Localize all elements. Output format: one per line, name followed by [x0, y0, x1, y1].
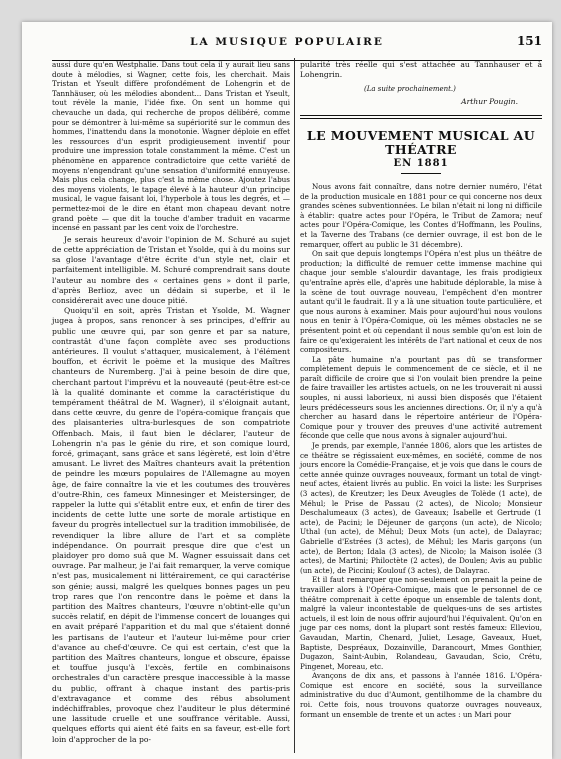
- paragraph: aussi dure qu'en Westphalie. Dans tout cela il y aurait lieu sans doute à mélodies, si Wagner, cette fois, les cherchait. Mais Tristan et Yseult diffère profondément de Lohengrin et de Tannhäuser, où les mélodies abondent... Dans Tristan et Yseult, tout révèle la manie, l'idée fixe. On sent un homme qui chevauche un dada, qui recherche de propos délibéré, comme pour se démontrer à lui-même sa supériorité sur le commun des hommes, l'inattendu dans la monotonie. Wagner déploie en effet les ressources d'un esprit prodigieusement inventif pour produire une impression totale constamment la même. C'est un phénomène en apparence contradictoire que cette variété de moyens n'engendrant qu'une sensation d'uniformité ennuyeuse. Mais plus cela change, plus c'est la même chose. Ajoutez l'abus des moyens violents, le tapage élevé à la hauteur d'un principe musical, le vague faisant loi, l'hyperbole à tous les degrés, et — permettez-moi de le dire en étant mon chapeau devant notre grand poète — que dit la touche d'amber traduit en vacarme incensé en passant par les cent voix de l'orchestre.: [52, 60, 290, 233]
- right-column: [300, 60, 542, 719]
- document-page: [22, 22, 552, 759]
- paragraph: Je serais heureux d'avoir l'opinion de M. Schuré au sujet de cette appréciation de Tristan et Ysolde, qui à du moins sur sa glose l'avantage d'être écrite d'un style net, clair et parfaitement intelligible. M. Schuré comprendrait sans doute l'auteur au nombre des « certaines gens » dont il parle, d'après Berlioz, avec un dédain si superbe, et il le considérerait avec une douce pitié.: [52, 234, 290, 305]
- paragraph: pularité très réelle qui s'est attachée au Tannhauser et à Lohengrin.: [300, 60, 542, 80]
- page-header: [22, 32, 552, 52]
- paragraph: La pâte humaine n'a pourtant pas dû se transformer complètement depuis le commencement de ce siècle, et il ne paraît difficile de croire que si l'on voulait bien prendre la peine de faire travailler les artistes actuels, on ne les trouverait ni aussi souples, ni aussi laborieux, ni aussi bien disposés que l'étaient leurs prédécesseurs sous les anciennes directions. Or, il n'y a qu'à chercher au hasard dans le répertoire antérieur de l'Opéra-Comique pour y trouver des preuves d'une activité autrement féconde que celle que nous avons à signaler aujourd'hui.: [300, 354, 542, 441]
- article-title: LE MOUVEMENT MUSICAL AU THÉATRE: [306, 127, 536, 157]
- section-rule: [300, 115, 542, 119]
- article-author: Arthur Pougin.: [461, 96, 518, 106]
- continuation-note: (La suite prochainement.): [364, 85, 456, 94]
- paragraph: Je prends, par exemple, l'année 1806, alors que les artistes de ce théâtre se régissaient eux-mêmes, en société, comme de nos jours encore la Comédie-Française, et je vois que dans le cours de cette année quinze ouvrages nouveaux, formant un total de vingt-neuf actes, étaient livrés au public. En voici la liste: les Surprises (3 actes), de Kreutzer; les Deux Aveugles de Tolède (1 acte), de Méhul; le Prise de Passau (2 actes), de Nicolo; Monsieur Deschalumeaux (3 actes), de Gaveaux; Isabelle et Gertrude (1 acte), de Pacini; le Déjeuner de garçons (un acte), de Nicolo; Uthal (un acte), de Méhul; Deux Mots (un acte), de Dalayrac; Gabrielle d'Estrées (3 actes), de Méhul; les Maris garçons (un acte), de Berton; Idala (3 actes), de Nicolo; la Maison isolée (3 actes), de Martini; Philoctète (2 actes), de Doulen; Avis au public (un acte), de Piccini; Koulouf (3 actes), de Dalayrac.: [300, 441, 542, 575]
- paragraph: Nous avons fait connaître, dans notre dernier numéro, l'état de la production musicale en 1881 pour ce qui concerne nos deux grandes scènes subventionnées. Le bilan n'était ni long ni difficile à établir: quatre actes pour l'Opéra, le Tribut de Zamora; neuf actes pour l'Opéra-Comique, les Contes d'Hoffmann, les Poulins, et la Taverne des Trabans (ce dernier ouvrage, il est bon de le remarquer, offert au public le 31 décembre).: [300, 182, 542, 249]
- paragraph: Avançons de dix ans, et passons à l'année 1816. L'Opéra-Comique est encore en société, sous la surveillance administrative du duc d'Aumont, gentilhomme de la chambre du roi. Cette fois, nous trouvons quatorze ouvrages nouveaux, formant un ensemble de trente et un actes : un Mari pour: [300, 671, 542, 719]
- page-number: 151: [516, 34, 542, 48]
- column-divider: [294, 58, 295, 753]
- running-title: LA MUSIQUE POPULAIRE: [190, 36, 384, 48]
- article-year: EN 1881: [393, 157, 449, 169]
- paragraph: Quoiqu'il en soit, après Tristan et Ysolde, M. Wagner jugea à propos, sans renoncer à ses principes, d'effrir au public une œuvre qui, par son genre et par sa nature, contrastât d'une façon complète avec ses productions antérieures. Il voulut s'attaquer, musicalement, à l'élément bouffon, et écrivit le poème et la musique des Maîtres chanteurs de Nuremberg. J'ai à peine besoin de dire que, cherchant partout l'imprévu et la nouveauté (peut-être est-ce là la qualité dominante et comme la caractéristique du tempérament théâtral de M. Wagner), il s'éloignait autant, dans cette œuvre, du genre de l'opéra-comique français que des plaisanteries ultra-burlesques de son compatriote Offenbach. Mais, il faut bien le déclarer, l'auteur de Lohengrin n'a pas le génie du rire, et son comique lourd, forcé, grimaçant, sans grâce et sans légèreté, est loin d'être amusant. Le livret des Maîtres chanteurs avait la prétention de peindre les mœurs populaires de l'Allemagne au moyen âge, de faire connaître la vie et les coutumes des trouvères d'outre-Rhin, ces fameux Minnesinger et Meistersinger, de rappeler la lutte qui s'établit entre eux, et enfin de tirer des incidents de cette lutte une sorte de morale artistique en faveur du progrès intellectuel sur la tradition immobilisée, de revendiquer la libre allure de l'art et sa complète indépendance. On pourrait presque dire que c'est un plaidoyer pro domo suâ que M. Wagner essuissait dans cet ouvrage. Par malheur, je l'ai fait remarquer, la verve comique n'est pas, musicalement ni littérairement, ce qui caractérise son génie; aussi, malgré les quelques bonnes pages un peu trop rares que l'on rencontre dans le poème et dans la partition des Maîtres chanteurs, l'œuvre n'obtint-elle qu'un succès relatif, en dépit de l'immense concert de louanges qui en avait préparé l'apparition et du mal que s'étaient donné les partisans de l'auteur et l'auteur lui-même pour crier d'avance au chef-d'œuvre. Ce qui est certain, c'est que la partition des Maîtres chanteurs, longue et obscure, épaisse et touffue jusqu'à l'excès, fertile en combinaisons orchestrales d'un caractère presque inaccessible à la masse du public, offrant à chaque instant des partis-pris d'extravagance et comme des rébus absolument indéchiffrables, provoque chez l'auditeur le plus déterminé une lassitude cruelle et une souffrance véritable. Aussi, quelques efforts qui aient été faits en sa faveur, est-elle fort loin d'approcher de la po-: [52, 306, 291, 744]
- paragraph: Et il faut remarquer que non-seulement on prenait la peine de travailler alors à l'Opéra-Comique, mais que le personnel de ce théâtre comprenait à cette époque un ensemble de talents dont, malgré la valeur incontestable de quelques-uns de ses artistes actuels, il est loin de nous offrir aujourd'hui l'équivalent. Qu'on en juge par ces noms, dont la plupart sont restés fameux: Elleviou, Gavaudan, Martin, Chenard, Juliet, Lesage, Gaveaux, Huet, Baptiste, Despréaux, Dozainville, Darancourt, Mmes Gonthier, Dugazon, Saint-Aubin, Rolandeau, Gavaudan, Scio, Crétu, Pingenet, Moreau, etc.: [300, 575, 542, 671]
- paragraph: On sait que depuis longtemps l'Opéra n'est plus un théâtre de production; la difficulté de remuer cette immense machine qui chaque jour semble s'alourdir davantage, les frais prodigieux qu'entraîne après elle, d'après une habitude déplorable, la mise à la scène de tout ouvrage nouveau, l'empêchent d'en montrer autant qu'il le faudrait. Il y a là une situation toute particulière, et que nous aurons à examiner. Mais pour aujourd'hui nous voulons nous en tenir à l'Opéra-Comique, où les mêmes obstacles ne se présentent point et où cependant il nous semble qu'on est loin de faire ce qu'exigeraient les intérêts de l'art national et ceux de nos compositeurs.: [300, 249, 542, 355]
- title-rule: [401, 173, 441, 174]
- left-column: [52, 60, 290, 745]
